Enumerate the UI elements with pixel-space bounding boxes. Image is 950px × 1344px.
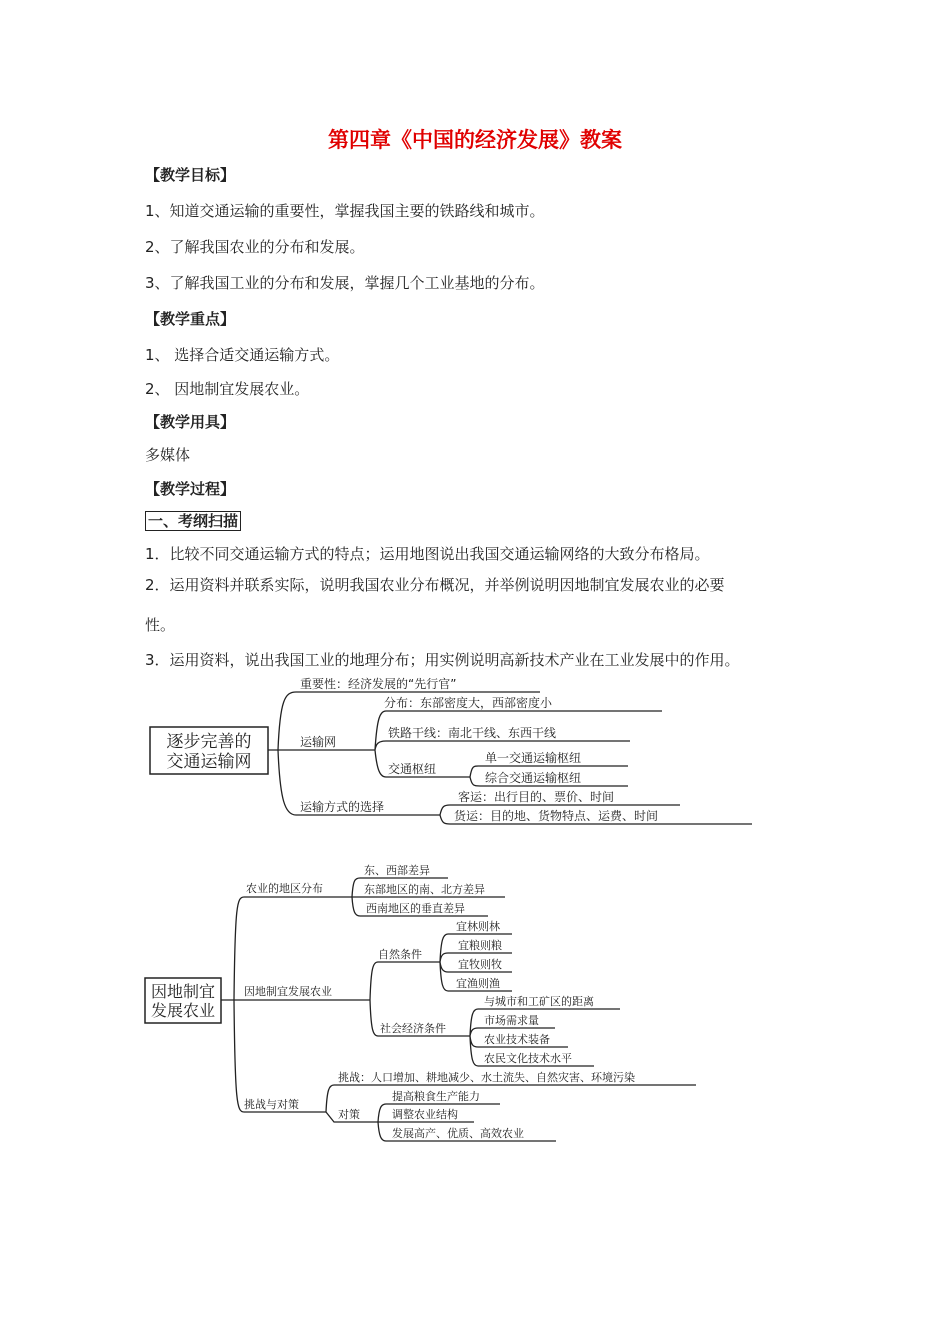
scan-item: 性。 (145, 616, 176, 634)
hub-combined-node: 综合交通运输枢纽 (485, 771, 582, 785)
network-node: 运输网 (300, 735, 337, 749)
scan-item: 2．运用资料并联系实际，说明我国农业分布概况，并举例说明因地制宜发展农业的必要 (145, 576, 725, 594)
railway-node: 铁路干线：南北干线、东西干线 (388, 726, 557, 740)
demand-node: 市场需求量 (484, 1014, 539, 1027)
tools-heading: 【教学用具】 (145, 413, 236, 431)
fishery-node: 宜渔则渔 (456, 977, 500, 990)
passenger-node: 客运：出行目的、票价、时间 (458, 790, 615, 804)
importance-node: 重要性：经济发展的“先行官” (300, 677, 457, 691)
key-item: 2、 因地制宜发展农业。 (145, 380, 310, 398)
measure-3-node: 发展高产、优质、高效农业 (392, 1127, 524, 1140)
challenge-node: 挑战与对策 (244, 1098, 299, 1111)
measure-1-node: 提高粮食生产能力 (392, 1090, 480, 1103)
hub-single-node: 单一交通运输枢纽 (485, 751, 582, 765)
key-heading: 【教学重点】 (145, 310, 236, 328)
challenges-node: 挑战：人口增加、耕地减少、水土流失、自然灾害、环境污染 (338, 1071, 635, 1084)
transport-root-line2: 交通运输网 (166, 752, 252, 772)
goal-item: 2、了解我国农业的分布和发展。 (145, 238, 365, 256)
goal-item: 1、知道交通运输的重要性，掌握我国主要的铁路线和城市。 (145, 202, 545, 220)
tools-text: 多媒体 (145, 446, 191, 464)
goal-item: 3、了解我国工业的分布和发展，掌握几个工业基地的分布。 (145, 274, 545, 292)
agriculture-root-line2: 发展农业 (150, 1001, 216, 1020)
regional-node: 农业的地区分布 (246, 882, 323, 895)
document-title: 第四章《中国的经济发展》教案 (328, 128, 622, 152)
south-north-node: 东部地区的南、北方差异 (364, 883, 485, 896)
hub-node: 交通枢纽 (388, 762, 437, 776)
adapt-node: 因地制宜发展农业 (244, 985, 332, 998)
pasture-node: 宜牧则牧 (458, 958, 502, 971)
natural-node: 自然条件 (378, 948, 422, 961)
scan-heading-text: 一、考纲扫描 (145, 511, 241, 531)
social-node: 社会经济条件 (380, 1022, 446, 1035)
key-item: 1、 选择合适交通运输方式。 (145, 346, 340, 364)
grain-node: 宜粮则粮 (458, 939, 502, 952)
challenge-sub-lines (326, 1085, 696, 1122)
scan-item: 3．运用资料，说出我国工业的地理分布；用实例说明高新技术产业在工业发展中的作用。 (145, 651, 740, 669)
distance-node: 与城市和工矿区的距离 (484, 995, 594, 1008)
measures-node: 对策 (338, 1108, 360, 1121)
east-west-node: 东、西部差异 (364, 864, 430, 877)
process-heading: 【教学过程】 (145, 480, 236, 498)
measure-2-node: 调整农业结构 (392, 1108, 458, 1121)
choice-node: 运输方式的选择 (300, 800, 385, 814)
goals-heading: 【教学目标】 (145, 166, 236, 184)
tech-equipment-node: 农业技术装备 (484, 1033, 550, 1046)
scan-item: 1．比较不同交通运输方式的特点；运用地图说出我国交通运输网络的大致分布格局。 (145, 545, 710, 563)
distribution-node: 分布：东部密度大，西部密度小 (384, 696, 553, 710)
agriculture-root-line1: 因地制宜 (150, 982, 216, 1001)
forest-node: 宜林则林 (456, 920, 500, 933)
freight-node: 货运：目的地、货物特点、运费、时间 (454, 809, 659, 823)
transport-root-line1: 逐步完善的 (166, 732, 252, 752)
vertical-node: 西南地区的垂直差异 (366, 902, 465, 915)
farmer-skill-node: 农民文化技术水平 (484, 1052, 572, 1065)
